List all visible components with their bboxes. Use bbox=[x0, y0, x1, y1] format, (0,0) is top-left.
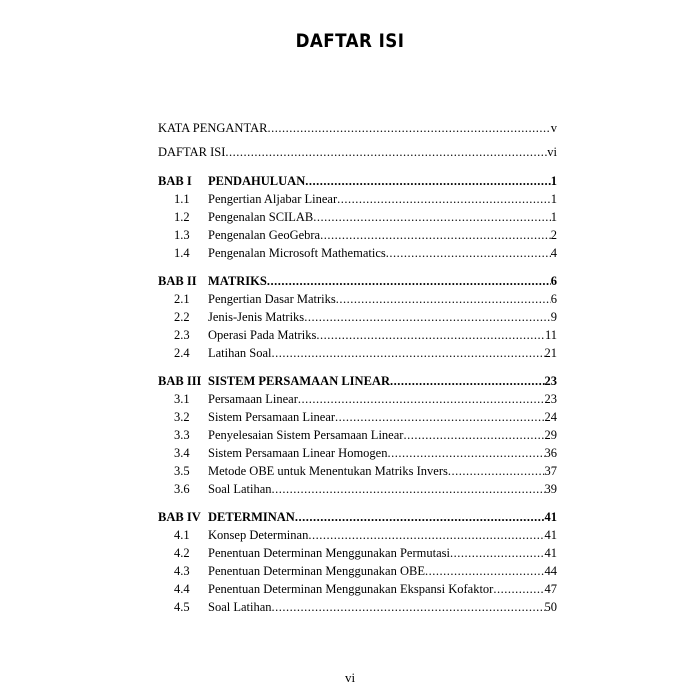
entry-number: 1.2 bbox=[174, 210, 190, 224]
entry-page-number: 9 bbox=[550, 310, 557, 324]
entry-page-number: 36 bbox=[544, 446, 557, 460]
entry-page-number: 11 bbox=[544, 328, 557, 342]
entry-title: Latihan Soal bbox=[208, 346, 272, 360]
entry-number: 2.2 bbox=[174, 310, 190, 324]
entry-page-number: 47 bbox=[544, 582, 557, 596]
dot-leader bbox=[493, 580, 544, 598]
entry-page-number: 6 bbox=[550, 292, 557, 306]
entry-title: SISTEM PERSAMAAN LINEAR bbox=[208, 374, 390, 388]
dot-leader bbox=[272, 344, 545, 362]
entry-page-number: 37 bbox=[544, 464, 557, 478]
front-matter-entry bbox=[158, 116, 557, 140]
dot-leader bbox=[425, 562, 545, 580]
chapter-entry bbox=[158, 508, 557, 526]
entry-title: KATA PENGANTAR bbox=[158, 121, 268, 135]
chapter-entry bbox=[158, 172, 557, 190]
section-entry bbox=[158, 326, 557, 344]
entry-page-number: 41 bbox=[544, 528, 557, 542]
front-matter-entry bbox=[158, 140, 557, 164]
entry-page-number: 1 bbox=[550, 192, 557, 206]
section-entry bbox=[158, 580, 557, 598]
section-entry bbox=[158, 444, 557, 462]
page-title: DAFTAR ISI bbox=[295, 30, 405, 52]
section-entry bbox=[158, 190, 557, 208]
dot-leader bbox=[225, 140, 547, 164]
entry-title: Metode OBE untuk Menentukan Matriks Invers bbox=[208, 464, 448, 478]
chapter-entry bbox=[158, 372, 557, 390]
entry-title: Soal Latihan bbox=[208, 482, 272, 496]
entry-title: Pengenalan GeoGebra bbox=[208, 228, 321, 242]
dot-leader bbox=[386, 244, 551, 262]
entry-title: Penentuan Determinan Menggunakan Permutasi bbox=[208, 546, 450, 560]
entry-number: 4.1 bbox=[174, 528, 190, 542]
entry-title: Penentuan Determinan Menggunakan Ekspansi Kofaktor bbox=[208, 582, 494, 596]
entry-number: 2.4 bbox=[174, 346, 190, 360]
entry-title: DAFTAR ISI bbox=[158, 145, 226, 159]
dot-leader bbox=[267, 272, 551, 290]
section-entry bbox=[158, 598, 557, 616]
entry-title: Penyelesaian Sistem Persamaan Linear bbox=[208, 428, 404, 442]
dot-leader bbox=[308, 526, 544, 544]
dot-leader bbox=[336, 290, 551, 308]
entry-title: Persamaan Linear bbox=[208, 392, 298, 406]
entry-number: 3.1 bbox=[174, 392, 190, 406]
entry-title: Pengertian Aljabar Linear bbox=[208, 192, 338, 206]
entry-page-number: vi bbox=[547, 145, 557, 159]
dot-leader bbox=[390, 372, 545, 390]
entry-page-number: 6 bbox=[550, 274, 557, 288]
entry-page-number: 24 bbox=[544, 410, 557, 424]
dot-leader bbox=[304, 308, 551, 326]
entry-title: DETERMINAN bbox=[208, 510, 295, 524]
dot-leader bbox=[295, 508, 545, 526]
entry-title: PENDAHULUAN bbox=[208, 174, 306, 188]
dot-leader bbox=[450, 544, 545, 562]
dot-leader bbox=[298, 390, 545, 408]
section-entry bbox=[158, 544, 557, 562]
entry-page-number: 23 bbox=[544, 392, 557, 406]
entry-page-number: 1 bbox=[550, 210, 557, 224]
entry-title: Pengenalan Microsoft Mathematics bbox=[208, 246, 386, 260]
entry-number: 3.6 bbox=[174, 482, 190, 496]
entry-number: 1.1 bbox=[174, 192, 190, 206]
dot-leader bbox=[448, 462, 545, 480]
section-entry bbox=[158, 462, 557, 480]
entry-title: Soal Latihan bbox=[208, 600, 272, 614]
entry-page-number: 2 bbox=[550, 228, 557, 242]
entry-number: 4.3 bbox=[174, 564, 190, 578]
section-entry bbox=[158, 562, 557, 580]
section-entry bbox=[158, 344, 557, 362]
entry-title: Penentuan Determinan Menggunakan OBE bbox=[208, 564, 425, 578]
dot-leader bbox=[320, 226, 551, 244]
entry-page-number: 21 bbox=[544, 346, 557, 360]
entry-number: 2.3 bbox=[174, 328, 190, 342]
section-entry bbox=[158, 526, 557, 544]
section-entry bbox=[158, 308, 557, 326]
dot-leader bbox=[272, 598, 545, 616]
entry-number: BAB I bbox=[158, 174, 192, 188]
entry-page-number: 1 bbox=[550, 174, 557, 188]
entry-number: 4.5 bbox=[174, 600, 190, 614]
entry-number: BAB IV bbox=[158, 510, 201, 524]
dot-leader bbox=[403, 426, 544, 444]
section-entry bbox=[158, 390, 557, 408]
section-entry bbox=[158, 480, 557, 498]
dot-leader bbox=[272, 480, 545, 498]
dot-leader bbox=[313, 208, 551, 226]
entry-number: 1.4 bbox=[174, 246, 190, 260]
dot-leader bbox=[337, 190, 551, 208]
entry-title: Operasi Pada Matriks bbox=[208, 328, 317, 342]
entry-page-number: 4 bbox=[550, 246, 557, 260]
entry-number: 3.3 bbox=[174, 428, 190, 442]
entry-number: BAB II bbox=[158, 274, 197, 288]
entry-number: 1.3 bbox=[174, 228, 190, 242]
section-entry bbox=[158, 244, 557, 262]
entry-number: BAB III bbox=[158, 374, 202, 388]
entry-page-number: 29 bbox=[544, 428, 557, 442]
entry-number: 3.5 bbox=[174, 464, 190, 478]
entry-title: Konsep Determinan bbox=[208, 528, 309, 542]
section-entry bbox=[158, 408, 557, 426]
entry-number: 4.4 bbox=[174, 582, 190, 596]
entry-number: 3.2 bbox=[174, 410, 190, 424]
entry-title: MATRIKS bbox=[208, 274, 267, 288]
entry-page-number: 41 bbox=[544, 510, 557, 524]
entry-page-number: 39 bbox=[544, 482, 557, 496]
entry-page-number: 50 bbox=[544, 600, 557, 614]
entry-title: Sistem Persamaan Linear Homogen bbox=[208, 446, 388, 460]
section-entry bbox=[158, 226, 557, 244]
dot-leader bbox=[387, 444, 544, 462]
dot-leader bbox=[267, 116, 550, 140]
section-entry bbox=[158, 208, 557, 226]
entry-page-number: v bbox=[550, 121, 557, 135]
entry-title: Pengenalan SCILAB bbox=[208, 210, 314, 224]
chapter-entry bbox=[158, 272, 557, 290]
dot-leader bbox=[305, 172, 551, 190]
page-number-footer: vi bbox=[344, 670, 356, 685]
entry-title: Jenis-Jenis Matriks bbox=[208, 310, 305, 324]
dot-leader bbox=[335, 408, 544, 426]
entry-title: Pengertian Dasar Matriks bbox=[208, 292, 336, 306]
entry-title: Sistem Persamaan Linear bbox=[208, 410, 336, 424]
entry-number: 2.1 bbox=[174, 292, 190, 306]
table-of-contents bbox=[158, 116, 557, 616]
dot-leader bbox=[316, 326, 545, 344]
entry-number: 4.2 bbox=[174, 546, 190, 560]
section-entry bbox=[158, 290, 557, 308]
entry-page-number: 44 bbox=[544, 564, 557, 578]
entry-page-number: 23 bbox=[544, 374, 557, 388]
section-entry bbox=[158, 426, 557, 444]
entry-number: 3.4 bbox=[174, 446, 190, 460]
entry-page-number: 41 bbox=[544, 546, 557, 560]
